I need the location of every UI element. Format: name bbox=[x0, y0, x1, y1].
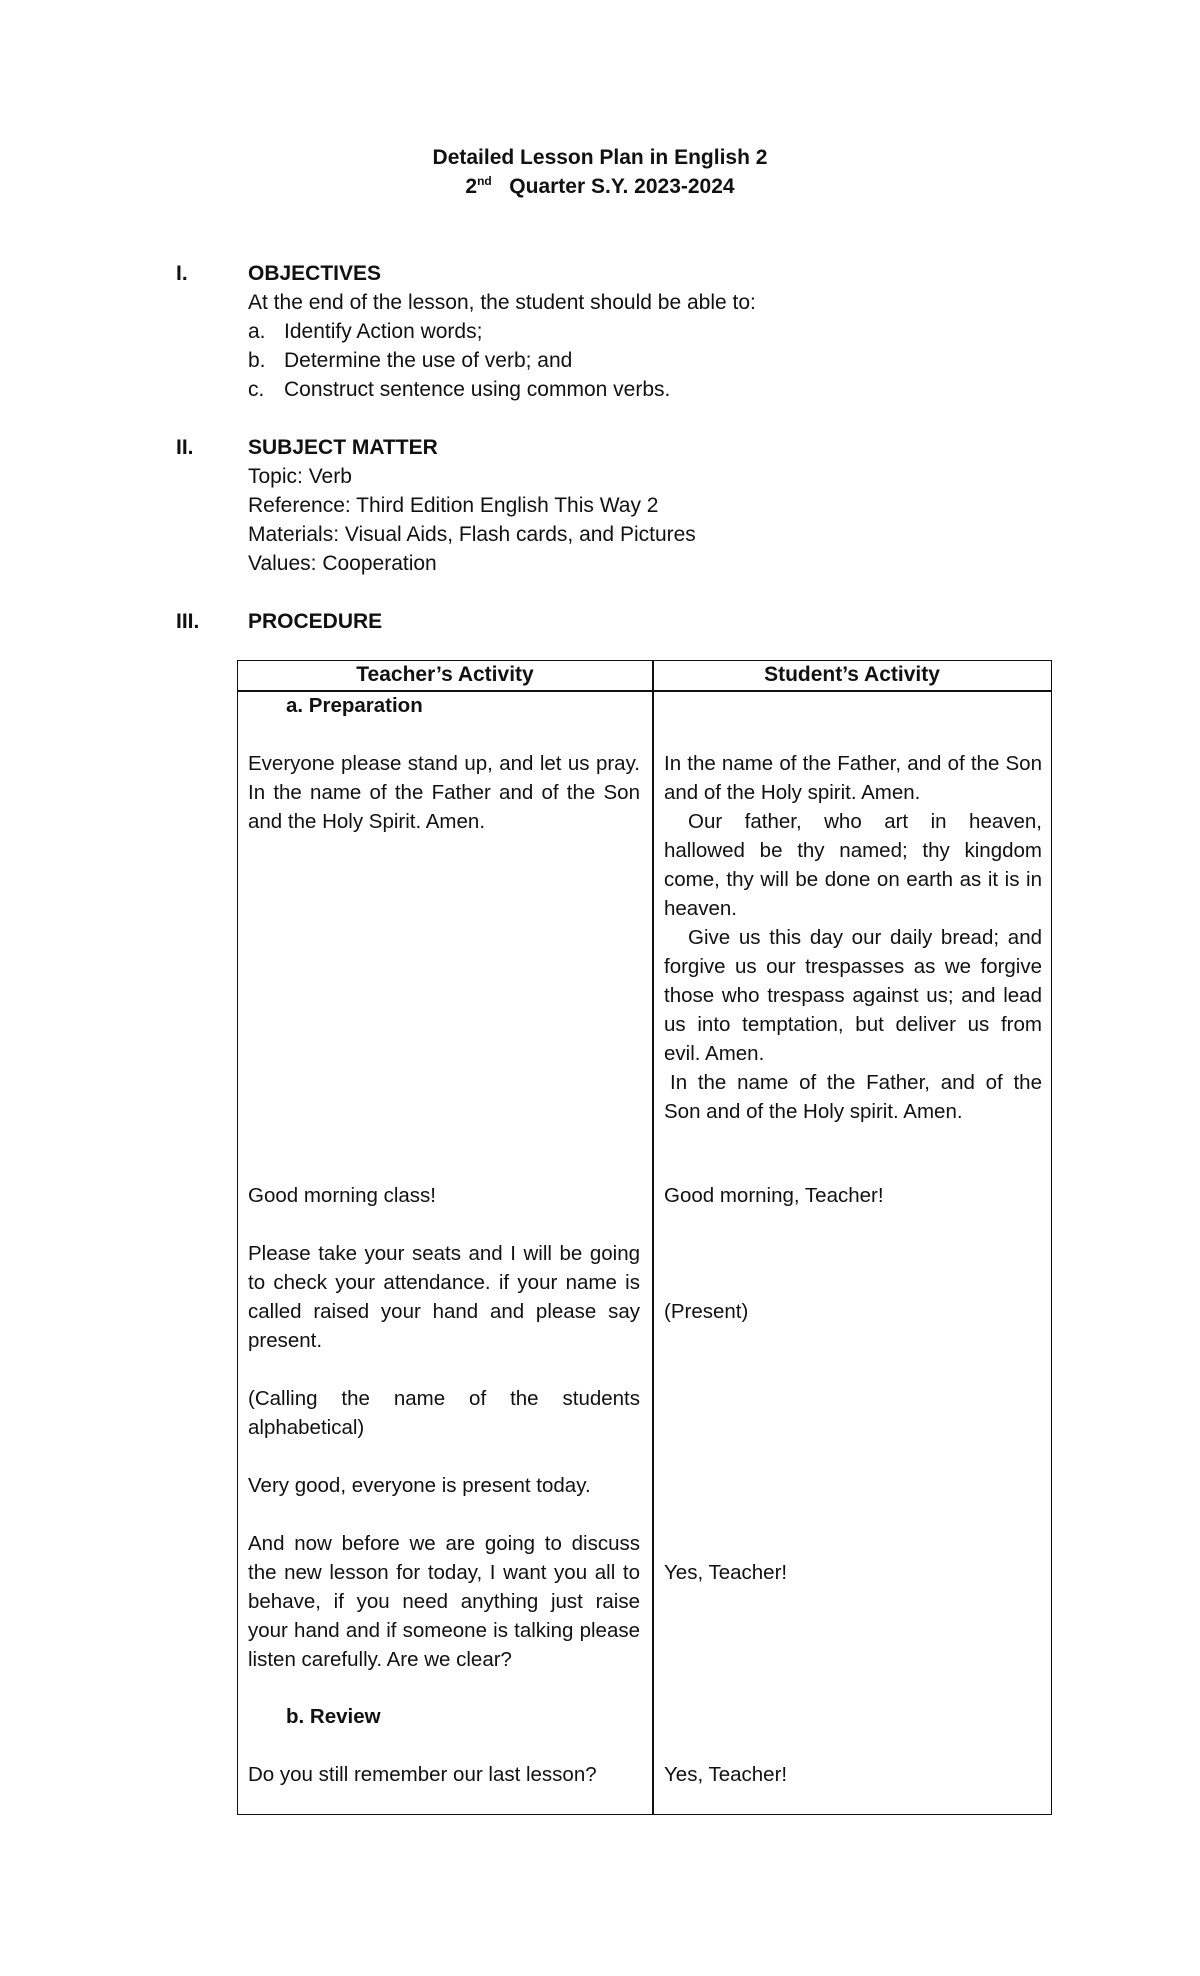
teacher-calling: (Calling the name of the students alphabetical) bbox=[248, 1387, 640, 1439]
quarter-line bbox=[0, 175, 1200, 199]
teacher-greeting: Good morning class! bbox=[248, 1184, 437, 1207]
objectives-numeral: I. bbox=[176, 262, 188, 285]
column-divider bbox=[652, 661, 654, 1814]
preparation-label: a. Preparation bbox=[286, 694, 423, 717]
subject-reference: Reference: Third Edition English This Way 2 bbox=[248, 494, 659, 517]
procedure-heading: PROCEDURE bbox=[248, 610, 383, 633]
objective-item: Identify Action words; bbox=[284, 320, 483, 343]
student-activity-header: Student’s Activity bbox=[764, 663, 940, 686]
procedure-numeral: III. bbox=[176, 610, 200, 633]
objective-letter: b. bbox=[248, 349, 266, 372]
student-present: (Present) bbox=[664, 1300, 749, 1323]
quarter-suffix: nd bbox=[477, 174, 492, 188]
teacher-review-question: Do you still remember our last lesson? bbox=[248, 1763, 597, 1786]
teacher-attendance: Please take your seats and I will be going to check your attendance. if your name is called raised your hand and please say present. bbox=[248, 1242, 640, 1352]
objective-item: Construct sentence using common verbs. bbox=[284, 378, 671, 401]
subject-values: Values: Cooperation bbox=[248, 552, 437, 575]
student-prayer: In the name of the Father, and of the Son and of the Holy spirit. Amen. Our father, who art in heaven, hallowed be thy named; thy kingdom come, thy will be done on earth as it is in heaven. Give us this day our daily bread; and forgive us our trespasses as we forgive those who trespass against us; and lead us into temptation, but deliver us from evil. Amen. In the name of the Father, and of the Son and of the Holy spirit. Amen. bbox=[664, 752, 1042, 1123]
teacher-activity-header: Teacher’s Activity bbox=[356, 663, 534, 686]
objective-letter: c. bbox=[248, 378, 265, 401]
teacher-prayer: Everyone please stand up, and let us pray. In the name of the Father and of the Son and the Holy Spirit. Amen. bbox=[248, 752, 640, 833]
review-label: b. Review bbox=[286, 1705, 381, 1728]
page-title: Detailed Lesson Plan in English 2 bbox=[432, 146, 768, 169]
procedure-table bbox=[237, 660, 1052, 1815]
student-clear-answer: Yes, Teacher! bbox=[664, 1561, 788, 1584]
teacher-behave: And now before we are going to discuss the new lesson for today, I want you all to behave, if you need anything just raise your hand and if someone is talking please listen carefully. Are we clear? bbox=[248, 1532, 640, 1671]
objective-item: Determine the use of verb; and bbox=[284, 349, 573, 372]
subject-materials: Materials: Visual Aids, Flash cards, and Pictures bbox=[248, 523, 696, 546]
objectives-intro: At the end of the lesson, the student should be able to: bbox=[248, 291, 756, 314]
quarter-number: 2 bbox=[465, 175, 478, 198]
subject-matter-heading: SUBJECT MATTER bbox=[248, 436, 438, 459]
objective-letter: a. bbox=[248, 320, 266, 343]
subject-matter-numeral: II. bbox=[176, 436, 194, 459]
student-greeting: Good morning, Teacher! bbox=[664, 1184, 884, 1207]
student-review-answer: Yes, Teacher! bbox=[664, 1763, 788, 1786]
objectives-heading: OBJECTIVES bbox=[248, 262, 382, 285]
subject-topic: Topic: Verb bbox=[248, 465, 352, 488]
teacher-present: Very good, everyone is present today. bbox=[248, 1474, 591, 1497]
quarter-school-year: Quarter S.Y. 2023-2024 bbox=[509, 175, 735, 198]
